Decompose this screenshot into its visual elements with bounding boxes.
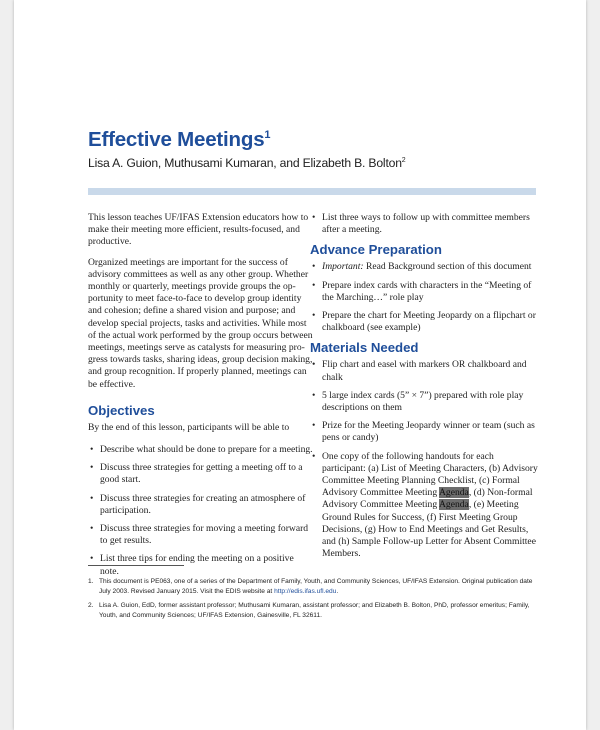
left-column [88,212,314,584]
highlighted-term[interactable]: Agenda [438,487,469,499]
intro-paragraph: This lesson teaches UF/IFAS Extension educators how to make their meeting more efficient, results-focused, and productive. [88,212,309,248]
footnote-1 [88,577,540,596]
handouts-text-part: One copy of the following handouts for each participant: (a) List of Meeting Characters, (b) Advisory Committee Meeting Planning Checklist, (c) Formal Advisory Committee Meeting [322,450,538,499]
footnote-text [99,577,540,596]
list-item [88,493,314,517]
footnote-number: 1. [88,578,94,585]
list-item-text: Flip chart and easel with markers OR chalkboard and chalk [322,359,527,383]
footnote-2 [88,601,540,620]
footnote-number: 2. [88,602,94,609]
title-text: Effective Meetings [88,128,265,151]
handouts-text-part: , (e) Meeting Ground Rules for Success, (f) First Meeting Group Decisions, (g) How to End Meetings and Get Results, and (h) Sample Follow-up Letter for Absent Committee Members. [322,499,536,560]
list-item [88,523,314,547]
list-item-text: 5 large index cards (5” × 7”) prepared with role play descriptions on them [322,389,524,414]
bullet-icon: • [90,444,94,456]
body-line: of the actual work performed by the group occurs between [88,329,313,341]
body-line: monthly or quarterly, meetings provide groups the op- [88,281,296,293]
bullet-icon: • [312,279,316,291]
list-item [310,451,538,561]
handouts-text [322,451,538,560]
objectives-list [88,444,314,578]
edis-website-link[interactable]: http://edis.ifas.ufl.edu [274,587,337,595]
materials-list [310,359,538,560]
bullet-icon: • [312,389,316,401]
body-line: portunity to meet face-to-face to develop group identity [88,293,302,305]
document-title [88,128,270,152]
body-line: be effective. [88,378,136,390]
list-item [88,444,314,456]
list-item-text: List three tips for ending the meeting on a positive note. [100,553,294,577]
header-rule [88,188,536,195]
list-item [310,359,538,383]
footnote-text-part: . [336,587,339,595]
list-item-text: Discuss three strategies for getting a meeting off to a good start. [100,462,303,486]
list-item-text: Discuss three strategies for moving a meeting forward to get results. [100,523,309,547]
list-item [310,310,538,334]
bullet-icon: • [90,523,94,535]
followup-list [310,212,538,236]
advance-preparation-heading: Advance Preparation [310,242,442,258]
bullet-icon: • [90,553,94,565]
list-item-text: List three ways to follow up with committee members after a meeting. [322,212,530,236]
body-line: develop special projects, tasks and activities. While most [88,317,307,329]
bullet-icon: • [312,450,316,462]
bullet-icon: • [312,359,316,371]
authors-footnote-mark: 2 [401,157,406,164]
title-footnote-mark: 1 [264,129,271,141]
body-line: and cohesion; define a shared vision and purpose; and [88,305,296,317]
list-item-text: Prize for the Meeting Jeopardy winner or team (such as pens or candy) [322,420,535,444]
objectives-heading: Objectives [88,402,155,418]
body-paragraph [88,257,314,391]
list-item-text: Prepare the chart for Meeting Jeopardy on a flipchart or chalkboard (see example) [322,310,536,334]
document-page [14,0,586,730]
footnote-text: Lisa A. Guion, EdD, former assistant professor; Muthusami Kumaran, assistant professor; and Elizabeth B. Bolton, PhD, professor emeritus; Family, Youth, and Community Sciences; UF/IFAS Extension, Gainesville, FL 32611. [99,602,530,619]
body-line: advisory committees as well as any other group. Whether [88,268,309,280]
footnote-rule [88,565,184,566]
list-item [310,390,538,414]
objectives-intro: By the end of this lesson, participants will be able to [88,421,290,433]
bullet-icon: • [312,212,316,223]
emphasis-label: Important: [322,261,364,273]
authors-text: Lisa A. Guion, Muthusami Kumaran, and Elizabeth B. Bolton [88,156,402,170]
list-item [310,261,538,273]
bullet-icon: • [312,310,316,322]
bullet-icon: • [90,462,94,474]
list-item [88,462,314,486]
body-line: gress towards tasks, sharing ideas, group decision making, [88,354,313,366]
list-item [310,280,538,304]
bullet-icon: • [312,261,316,273]
bullet-icon: • [312,420,316,432]
list-item-text: Prepare index cards with characters in the “Meeting of the Marching…” role play [322,279,532,303]
footnote-text-part: This document is PE063, one of a series of the Department of Family, Youth, and Community Sciences, UF/IFAS Extension. Original publication date July 2003. Revised January 2015. Visit the EDIS website at [99,578,533,595]
bullet-icon: • [90,492,94,504]
list-item-text: Describe what should be done to prepare for a meeting. [100,444,313,456]
list-item [310,212,538,236]
advance-preparation-list [310,261,538,334]
list-item-text: Read Background section of this document [363,261,532,273]
list-item [310,420,538,444]
body-line: meetings, meetings serve as catalysts for measuring pro- [88,342,305,354]
authors-line [88,156,406,170]
materials-needed-heading: Materials Needed [310,340,419,356]
body-line: and group recognition. If properly planned, meetings can [88,366,307,378]
body-line: Organized meetings are important for the success of [88,256,288,268]
list-item-text: Discuss three strategies for creating an atmosphere of participation. [100,492,306,516]
highlighted-term[interactable]: Agenda [438,499,469,511]
handouts-text-part: , (d) Non-formal Advisory Committee Meeting [322,487,533,511]
right-column [310,212,538,566]
